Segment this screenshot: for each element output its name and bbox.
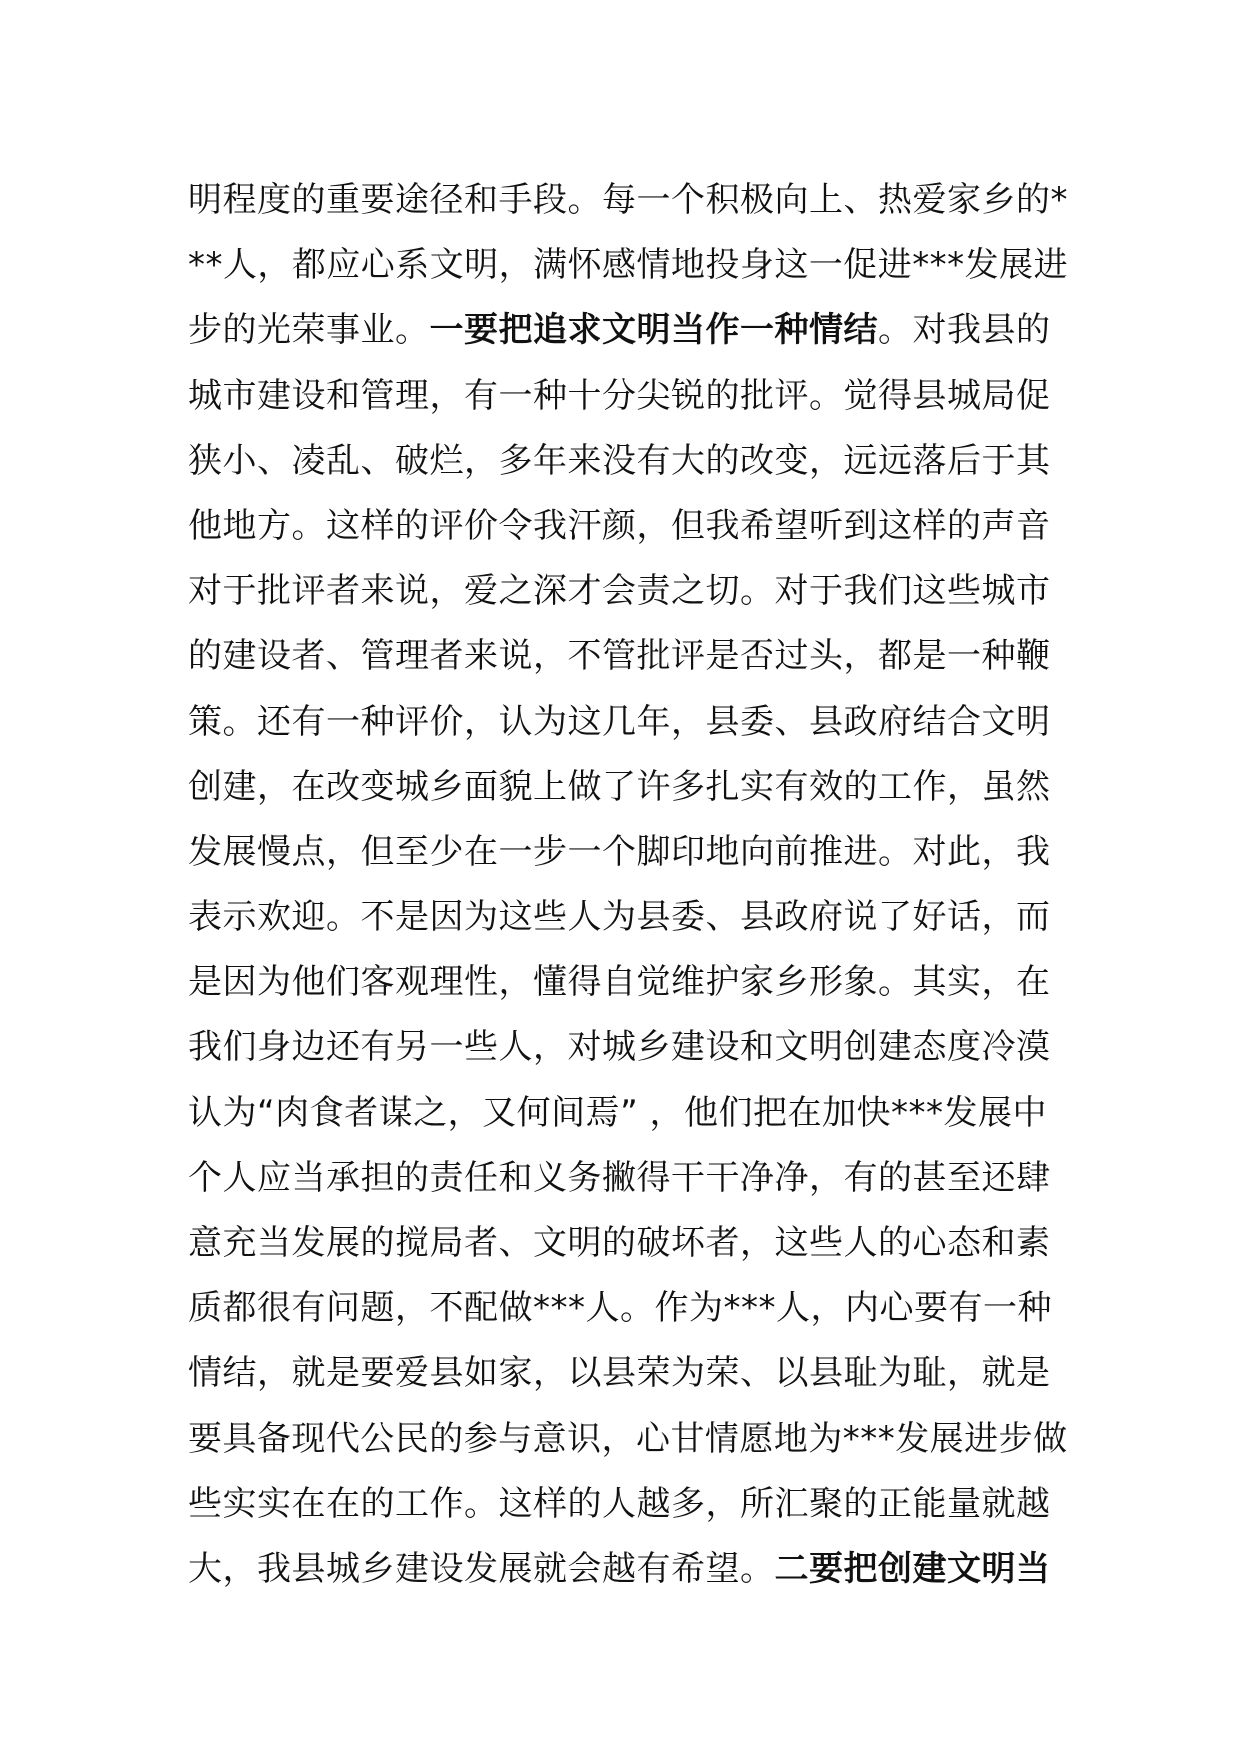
text-line (188, 429, 1068, 494)
text-line (188, 1081, 1068, 1146)
paragraph-text: 大，我县城乡建设发展就会越有希望。 (188, 1548, 775, 1589)
text-line (188, 233, 1067, 298)
paragraph-text: 他地方。这样的评价令我汗颜，但我希望听到这样的声音 (188, 505, 1051, 546)
paragraph-text: 些实实在在的工作。这样的人越多，所汇聚的正能量就越 (188, 1483, 1051, 1524)
text-line (188, 494, 1068, 559)
body-text (188, 168, 1068, 1602)
text-line (188, 1146, 1068, 1211)
text-line (188, 1211, 1068, 1276)
paragraph-text: 是因为他们客观理性，懂得自觉维护家乡形象。其实，在 (188, 962, 1051, 1003)
paragraph-text: 步的光荣事业。 (188, 310, 430, 351)
text-line (188, 559, 1068, 624)
text-line (188, 690, 1068, 755)
text-line (188, 1407, 1067, 1472)
bold-heading-text: 一要把追求文明当作一种情结 (429, 310, 878, 351)
text-line (188, 364, 1068, 429)
paragraph-text: 认为“肉食者谋之，又何间焉” ，他们把在加快***发展中 (188, 1092, 1048, 1133)
text-line (188, 950, 1068, 1015)
paragraph-text: 发展慢点，但至少在一步一个脚印地向前推进。对此，我 (188, 831, 1051, 872)
text-line (188, 820, 1068, 885)
text-line (188, 298, 1068, 363)
paragraph-text: 狭小、凌乱、破烂，多年来没有大的改变，远远落后于其 (188, 440, 1051, 481)
text-line (188, 1015, 1068, 1080)
paragraph-text: 情结，就是要爱县如家，以县荣为荣、以县耻为耻，就是 (188, 1353, 1051, 1394)
paragraph-text: 要具备现代公民的参与意识，心甘情愿地为***发展进步做 (188, 1418, 1068, 1459)
text-line (188, 1537, 1068, 1602)
paragraph-text: 意充当发展的搅局者、文明的破坏者，这些人的心态和素 (188, 1223, 1051, 1263)
paragraph-text: 城市建设和管理，有一种十分尖锐的批评。觉得县城局促 (188, 375, 1051, 416)
paragraph-text: 策。还有一种评价，认为这几年，县委、县政府结合文明 (188, 701, 1051, 742)
text-line (188, 168, 1068, 233)
text-line (188, 1341, 1068, 1406)
paragraph-text: 表示欢迎。不是因为这些人为县委、县政府说了好话，而 (188, 897, 1051, 938)
paragraph-text: **人，都应心系文明，满怀感情地投身这一促进***发展进 (188, 245, 1069, 286)
text-line (188, 1276, 1068, 1341)
paragraph-text: 个人应当承担的责任和义务撇得干干净净，有的甚至还肆 (188, 1157, 1051, 1198)
paragraph-text: 明程度的重要途径和手段。每一个积极向上、热爱家乡的* (188, 180, 1068, 220)
text-line (188, 624, 1068, 689)
paragraph-text: 质都很有问题，不配做***人。作为***人，内心要有一种 (188, 1288, 1052, 1329)
text-line (188, 885, 1068, 950)
paragraph-text: 对于批评者来说，爱之深才会责之切。对于我们这些城市 (188, 571, 1051, 612)
bold-heading-text: 二要把创建文明当 (774, 1548, 1051, 1589)
text-line (188, 755, 1068, 820)
paragraph-text: 我们身边还有另一些人，对城乡建设和文明创建态度冷漠 (188, 1027, 1051, 1068)
paragraph-text: 的建设者、管理者来说，不管批评是否过头，都是一种鞭 (188, 636, 1051, 677)
text-line (188, 1472, 1068, 1537)
paragraph-text: 。对我县的 (878, 310, 1051, 351)
paragraph-text: 创建，在改变城乡面貌上做了许多扎实有效的工作，虽然 (188, 766, 1051, 807)
